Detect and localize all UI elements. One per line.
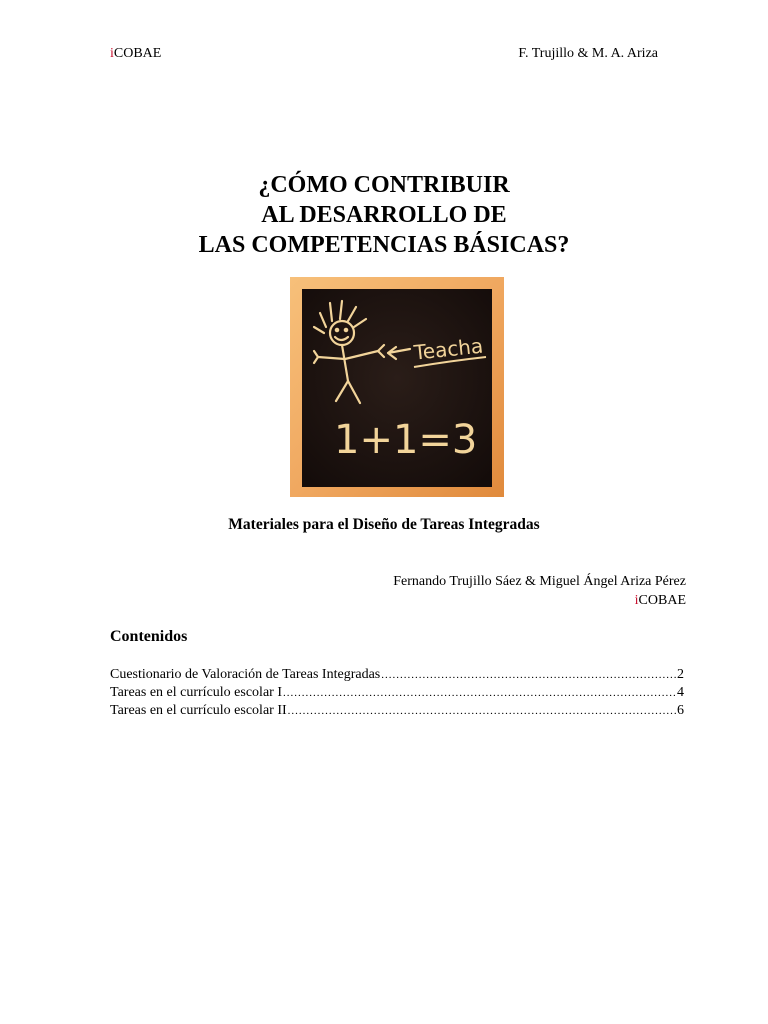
toc-item[interactable] [110,684,684,702]
header-authors: F. Trujillo & M. A. Ariza [518,46,658,61]
toc-leader-dots [381,666,676,684]
org-name: COBAE [113,46,162,61]
chalkboard-illustration [290,277,504,497]
toc-item[interactable] [110,666,684,684]
author-names: Fernando Trujillo Sáez & Miguel Ángel Ariza Pérez [393,574,686,589]
author-org [393,591,686,610]
toc-item-page: 2 [677,667,684,682]
contents-heading: Contenidos [110,628,188,645]
toc-item-label: Tareas en el currículo escolar I [110,685,282,700]
org-mark: i [634,593,639,608]
document-title [0,170,768,260]
org-mark: i [110,46,114,61]
title-line-3: LAS COMPETENCIAS BÁSICAS? [198,232,570,258]
toc-leader-dots [288,702,676,720]
toc-item-page: 6 [677,703,684,718]
table-of-contents [110,666,684,720]
title-line-2: AL DESARROLLO DE [261,202,507,228]
authors-block [393,572,686,610]
toc-item-label: Cuestionario de Valoración de Tareas Integradas [110,667,381,682]
toc-item-label: Tareas en el currículo escolar II [110,703,287,718]
toc-item-page: 4 [677,685,684,700]
chalk-word: Teacha [412,333,485,365]
document-subtitle: Materiales para el Diseño de Tareas Integradas [228,516,540,533]
toc-leader-dots [283,684,676,702]
chalk-equation: 1+1=3 [334,417,478,463]
title-line-1: ¿CÓMO CONTRIBUIR [258,172,510,198]
toc-item[interactable] [110,702,684,720]
header-org [110,46,161,62]
org-name: COBAE [638,593,686,608]
